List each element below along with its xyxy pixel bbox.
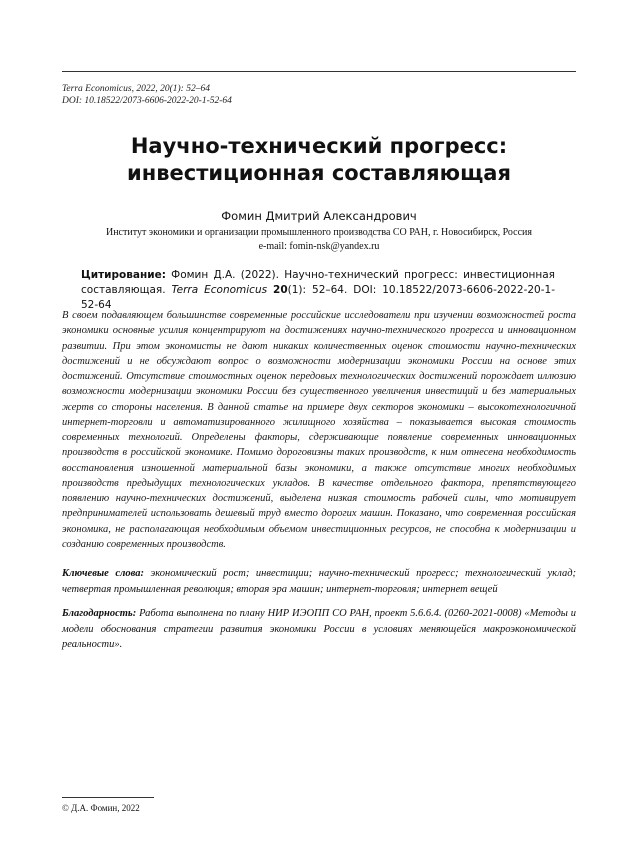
acknowledgement-block [62, 606, 576, 653]
journal-issue-line: Terra Economicus, 2022, 20(1): 52–64 [62, 84, 210, 94]
citation-text-after: (1): 52–64. DOI: 10.18522/2073-6606-2022-20-1-52-64 [81, 284, 555, 311]
journal-info [62, 83, 462, 107]
abstract: В своем подавляющем большинстве современные российские исследователи при изучении возможностей роста экономики основные усилия концентрируют на достижениях научно-технического прогресса и инновационном развитии. При этом экономисты не дают никаких количественных оценок стоимости научно-технических достижений и не обсуждают вопрос о возможности модернизации экономики России на основе этих достижений. Отсутствие стоимостных оценок передовых технологических достижений порождает иллюзию возможности модернизации экономики России без существенного увеличения инвестиций и без материальных жертв со стороны населения. В данной статье на примере двух секторов экономики – высокотехнологичной интернет-торговли и автоматизированного жилищного хозяйства – показывается высокая стоимость современных технологий. Определены факторы, сдерживающие появление современных инновационных производств в российской экономике. Помимо дороговизны таких производств, к ним отнесена необходимость восстановления изношенной материальной базы экономики, а также отсутствие многих необходимых производств предыдущих технологических укладов. В качестве отдельного фактора, препятствующего появлению научно-технических достижений, выделена низкая стоимость рабочей силы, что мотивирует предпринимателей использовать дешевый труд вместо дорогих машин. Показано, что современная российская экономика, не располагающая необходимым объемом инвестиционных ресурсов, не способна к модернизации и созданию современных производств. [62, 310, 576, 550]
title-line-1: Научно-технический прогресс: [130, 134, 508, 158]
copyright: © Д.А. Фомин, 2022 [62, 803, 140, 813]
citation-label: Цитирование: [81, 269, 166, 281]
author-affiliation: Институт экономики и организации промышленного производства СО РАН, г. Новосибирск, Россия [105, 227, 533, 238]
keywords-block [62, 566, 576, 597]
acknowledgement-text: Работа выполнена по плану НИР ИЭОПП СО РАН, проект 5.6.6.4. (0260-2021-0008) «Методы и модели обоснования стратегии развития экономики России в условиях меняющейся макроэкономической реальности». [62, 608, 576, 650]
acknowledgement-label: Благодарность: [62, 608, 137, 619]
citation-block [81, 268, 555, 313]
keywords-text: экономический рост; инвестиции; научно-технический прогресс; технологический уклад; четвертая промышленная революция; вторая эра машин; интернет-торговля; интернет вещей [62, 568, 576, 595]
citation-text-before: Фомин Д.А. (2022). Научно-технический прогресс: инвестиционная составляющая. [81, 269, 555, 296]
keywords-label: Ключевые слова: [62, 568, 145, 579]
footnote-divider [62, 797, 154, 798]
doi-line: DOI: 10.18522/2073-6606-2022-20-1-52-64 [62, 96, 232, 106]
citation-volume: 20 [273, 284, 288, 296]
citation-journal: Terra Economicus [171, 284, 268, 296]
top-divider [62, 71, 576, 72]
author-email: e-mail: fomin-nsk@yandex.ru [258, 241, 380, 252]
title-line-2: инвестиционная составляющая [127, 161, 511, 185]
article-title [62, 133, 576, 187]
author-name: Фомин Дмитрий Александрович [221, 209, 417, 223]
